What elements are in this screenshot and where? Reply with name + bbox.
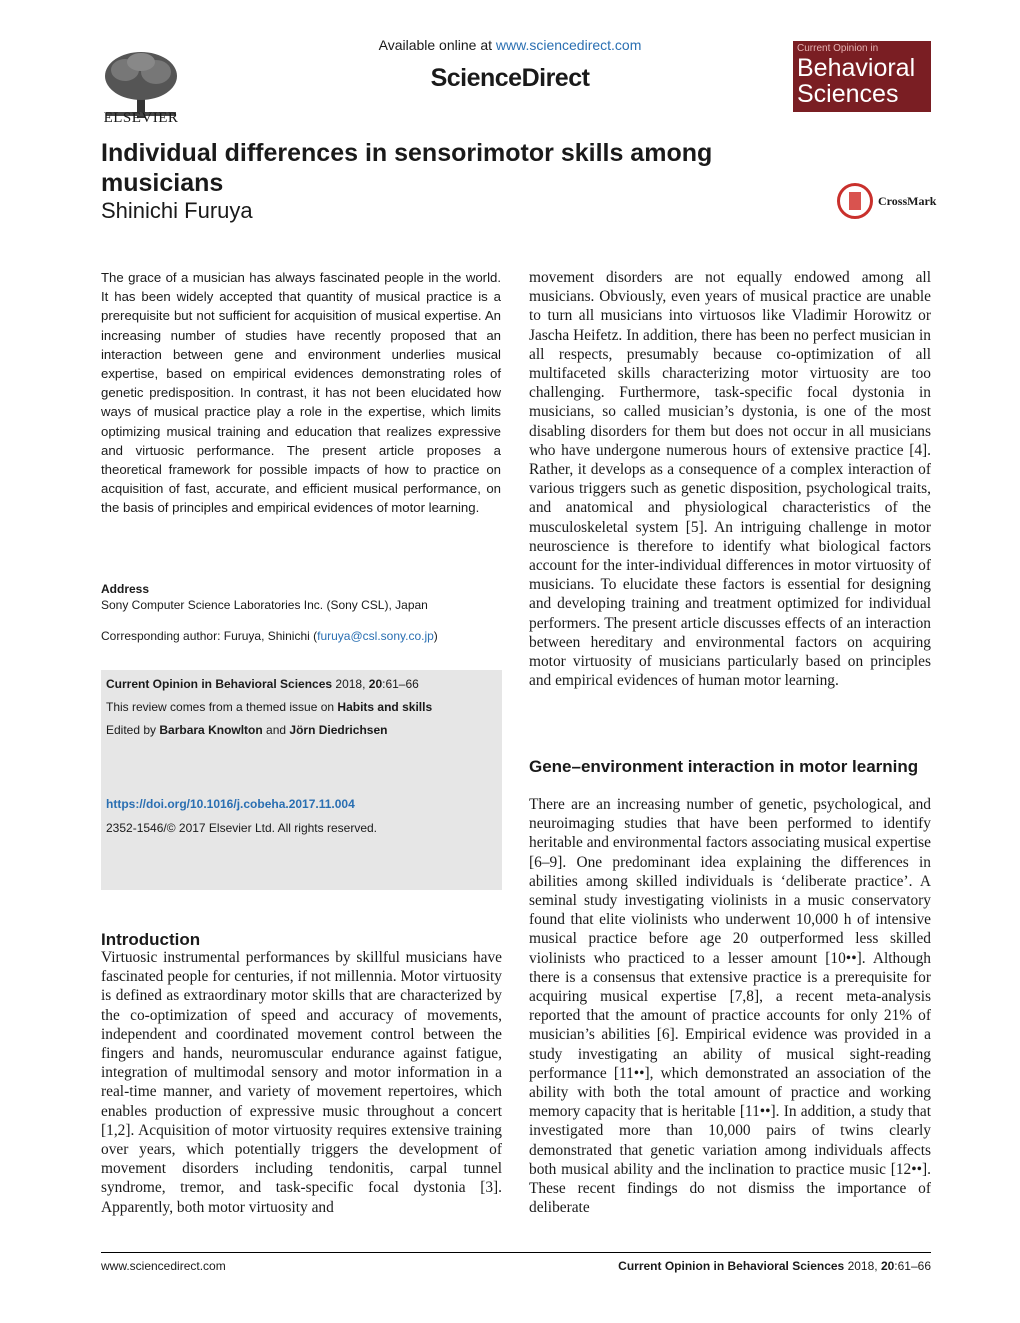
- doi-link[interactable]: https://doi.org/10.1016/j.cobeha.2017.11.004: [106, 797, 355, 811]
- availability-prefix: Available online at: [378, 37, 496, 53]
- citation-line: [106, 677, 419, 691]
- abstract: The grace of a musician has always fascinated people in the world. It has been widely accepted that quantity of musical practice is a prerequisite but not sufficient for acquisition of musical expertise. An increasing number of studies have recently proposed that an interaction between gene and environment underlies musical expertise, based on empirical evidences demonstrating roles of genetic predisposition. In contrast, it has not been elucidated how ways of musical practice play a role in the expertise, which limits optimizing musical training and education that realizes expressive and virtuosic performance. The present article proposes a theoretical framework for possible impacts of how to practice on acquisition of fast, accurate, and efficient musical performance, on the basis of principles and empirical evidences of motor learning.: [101, 270, 501, 516]
- footer-journal: Current Opinion in Behavioral Sciences: [618, 1259, 845, 1273]
- journal-badge-line2: Sciences: [797, 80, 899, 108]
- footer-pages: :61–66: [894, 1259, 931, 1273]
- intro-continued-text: movement disorders are not equally endowed among all musicians. Obviously, even years of musical practice are unable to turn all musicians into virtuosos like Vladimir Horowitz or Jascha Heifetz. In addition, there has been no perfect musician in all respects, presumably because co-optimization of all multifaceted skills characterizing motor virtuosity are too challenging. Furthermore, task-specific focal dystonia in musicians, so called musician’s dystonia, is one of the most disabling disorders for them but does not occur in all musicians who have undergone numerous hours of extensive practice [4]. Rather, it develops as a consequence of a complex interaction of various triggers such as genetic disposition, psychological traits, and anatomical and physiological characteristics of the musculoskeletal system [5]. An intriguing challenge in motor neuroscience is therefore to identify what biological factors account for the inter-individual differences in motor virtuosity of musicians. To elucidate these factors is essential for designing and developing training and treatment optimized for individual performers. The present article discusses effects of an interaction between hereditary and environmental factors on acquiring motor virtuosity of musicians particularly based on principles and empirical evidences of human motor learning.: [529, 269, 931, 690]
- journal-badge-small: Current Opinion in: [797, 43, 879, 54]
- editors-and: and: [262, 723, 290, 737]
- address-label: Address: [101, 582, 150, 596]
- article-author: Shinichi Furuya: [101, 198, 253, 223]
- doi-line: [106, 797, 355, 811]
- themed-issue-line: [106, 700, 432, 714]
- footer-citation: [618, 1259, 931, 1273]
- corresponding-prefix: Corresponding author: Furuya, Shinichi (: [101, 629, 318, 643]
- gene-environment-text: There are an increasing number of genetic, psychological, and neuroimaging studies that have been performed to identify heritable and environmental factors associating musical expertise [6–9]. One predominant idea explaining the differences in abilities among skilled individuals is ‘deliberate practice’. A seminal study investigating violinists in a music conservatory found that elite violinists who underwent 10,000 h of intensive musical practice before age 20 outperformed less skilled violinists who practiced to a lesser amount [10••]. Although there is a consensus that extensive practice is a prerequisite for acquiring musical expertise [7,8], a recent meta-analysis reported that the amount of practice accounts for only 21% of musician’s abilities [6]. Empirical evidence was provided in a study investigating an ability of musical sight-reading performance [11••], which demonstrated an association of the ability with both the total amount of practice and working memory capacity that is heritable [11••]. In addition, a study that investigated more than 10,000 pairs of twins clearly demonstrated that genetic variation among individuals affects both musical ability and the inclination to practice music [12••]. These recent findings do not dismiss the importance of deliberate: [529, 796, 931, 1217]
- copyright-line: 2352-1546/© 2017 Elsevier Ltd. All rights reserved.: [106, 821, 377, 835]
- crossmark-label: CrossMark: [878, 194, 937, 208]
- citation-year: 2018,: [332, 677, 369, 691]
- article-title: Individual differences in sensorimotor skills among musicians: [101, 139, 713, 197]
- citation-journal: Current Opinion in Behavioral Sciences: [106, 677, 333, 691]
- editor-1: Barbara Knowlton: [159, 723, 263, 737]
- footer-divider: [101, 1252, 931, 1253]
- citation-pages: :61–66: [382, 677, 419, 691]
- corresponding-author: [101, 629, 438, 643]
- editor-2: Jörn Diedrichsen: [289, 723, 388, 737]
- themed-issue-name: Habits and skills: [337, 700, 433, 714]
- introduction-text: Virtuosic instrumental performances by skillful musicians have fascinated people for centuries, if not millennia. Motor virtuosity is defined as extraordinary motor skills that are characterized by the co-optimization of speed and accuracy of movements, independent and coordinated movement control between the fingers and hands, neuromuscular endurance against fatigue, integration of multimodal sensory and motor information in a real-time manner, and variety of movement repertoires, which enables production of expressive music throughout a concert [1,2]. Acquisition of motor virtuosity requires extensive training over years, which potentially triggers the development of movement disorders including tendonitis, carpal tunnel syndrome, tremor, and task-specific focal dystonia [3]. Apparently, both motor virtuosity and: [101, 949, 502, 1216]
- author-email-link[interactable]: furuya@csl.sony.co.jp: [317, 629, 434, 643]
- edited-prefix: Edited by: [106, 723, 160, 737]
- gene-environment-heading: Gene–environment interaction in motor learning: [529, 757, 919, 776]
- sciencedirect-link[interactable]: www.sciencedirect.com: [495, 37, 642, 53]
- crossmark-icon: [837, 183, 873, 219]
- journal-badge: [793, 41, 931, 112]
- article-info-box: [101, 670, 502, 890]
- crossmark-button[interactable]: [837, 183, 937, 221]
- address-text: Sony Computer Science Laboratories Inc. (Sony CSL), Japan: [101, 598, 428, 612]
- sciencedirect-brand: ScienceDirect: [430, 64, 590, 92]
- journal-badge-line1: Behavioral: [797, 54, 916, 82]
- publisher-name: ELSEVIER: [103, 110, 179, 126]
- introduction-heading: Introduction: [101, 930, 201, 949]
- corresponding-suffix: ): [433, 629, 438, 643]
- themed-prefix: This review comes from a themed issue on: [106, 700, 338, 714]
- footer-volume: 20: [880, 1259, 895, 1273]
- footer-website: www.sciencedirect.com: [101, 1259, 226, 1273]
- editors-line: [106, 723, 387, 737]
- footer-year: 2018,: [844, 1259, 881, 1273]
- citation-volume: 20: [368, 677, 383, 691]
